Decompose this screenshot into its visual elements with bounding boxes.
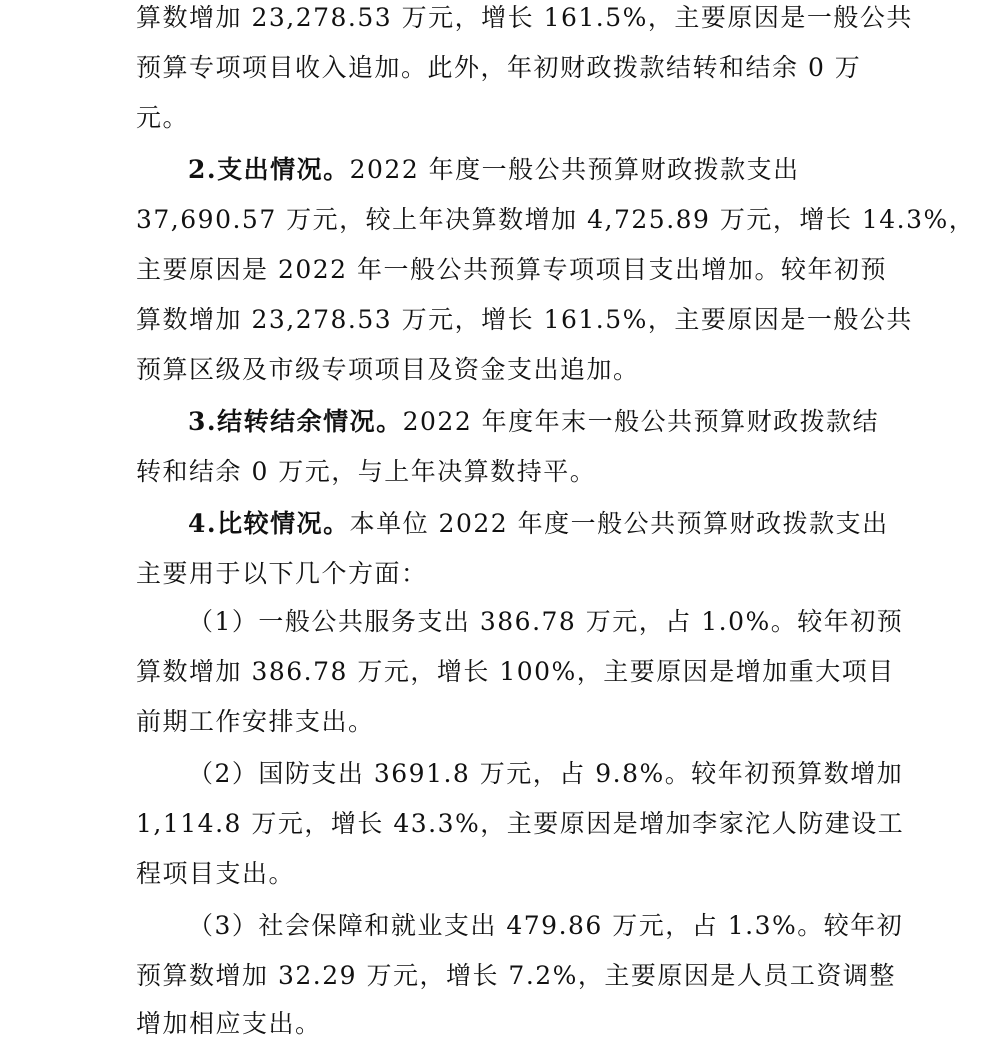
paragraph-line: 主要用于以下几个方面： <box>136 559 428 588</box>
paragraph-line: 1,114.8 万元，增长 43.3%，主要原因是增加李家沱人防建设工 <box>136 809 905 838</box>
paragraph-text: 2022 年度年末一般公共预算财政拨款结 <box>402 407 880 436</box>
paragraph-text: 2022 年度一般公共预算财政拨款支出 <box>349 155 800 184</box>
paragraph-text: 本单位 2022 年度一般公共预算财政拨款支出 <box>349 509 889 538</box>
paragraph-line: 算数增加 23,278.53 万元，增长 161.5%，主要原因是一般公共 <box>136 3 913 32</box>
list-item-line: （3）社会保障和就业支出 479.86 万元，占 1.3%。较年初 <box>188 911 904 940</box>
paragraph-first-line <box>188 155 800 185</box>
section-heading: 3.结转结余情况。 <box>188 407 403 436</box>
list-item-line: （2）国防支出 3691.8 万元，占 9.8%。较年初预算数增加 <box>188 759 904 788</box>
section-heading: 2.支出情况。 <box>188 155 350 184</box>
paragraph-line: 主要原因是 2022 年一般公共预算专项项目支出增加。较年初预 <box>136 255 888 284</box>
paragraph-line: 预算数增加 32.29 万元，增长 7.2%，主要原因是人员工资调整 <box>136 961 896 990</box>
paragraph-line: 前期工作安排支出。 <box>136 707 375 736</box>
paragraph-first-line <box>188 407 879 437</box>
list-item-line: （1）一般公共服务支出 386.78 万元，占 1.0%。较年初预 <box>188 607 904 636</box>
paragraph-line: 37,690.57 万元，较上年决算数增加 4,725.89 万元，增长 14.3%， <box>136 205 976 234</box>
paragraph-line: 增加相应支出。 <box>136 1009 322 1038</box>
paragraph-first-line <box>188 509 889 539</box>
paragraph-line: 转和结余 0 万元，与上年决算数持平。 <box>136 457 597 486</box>
paragraph-line: 程项目支出。 <box>136 859 296 888</box>
paragraph-line: 算数增加 386.78 万元，增长 100%，主要原因是增加重大项目 <box>136 657 895 686</box>
paragraph-line: 预算专项项目收入追加。此外，年初财政拨款结转和结余 0 万 <box>136 53 862 82</box>
paragraph-line: 预算区级及市级专项项目及资金支出追加。 <box>136 355 640 384</box>
paragraph-line: 元。 <box>136 103 190 132</box>
section-heading: 4.比较情况。 <box>188 509 350 538</box>
paragraph-line: 算数增加 23,278.53 万元，增长 161.5%，主要原因是一般公共 <box>136 305 913 334</box>
